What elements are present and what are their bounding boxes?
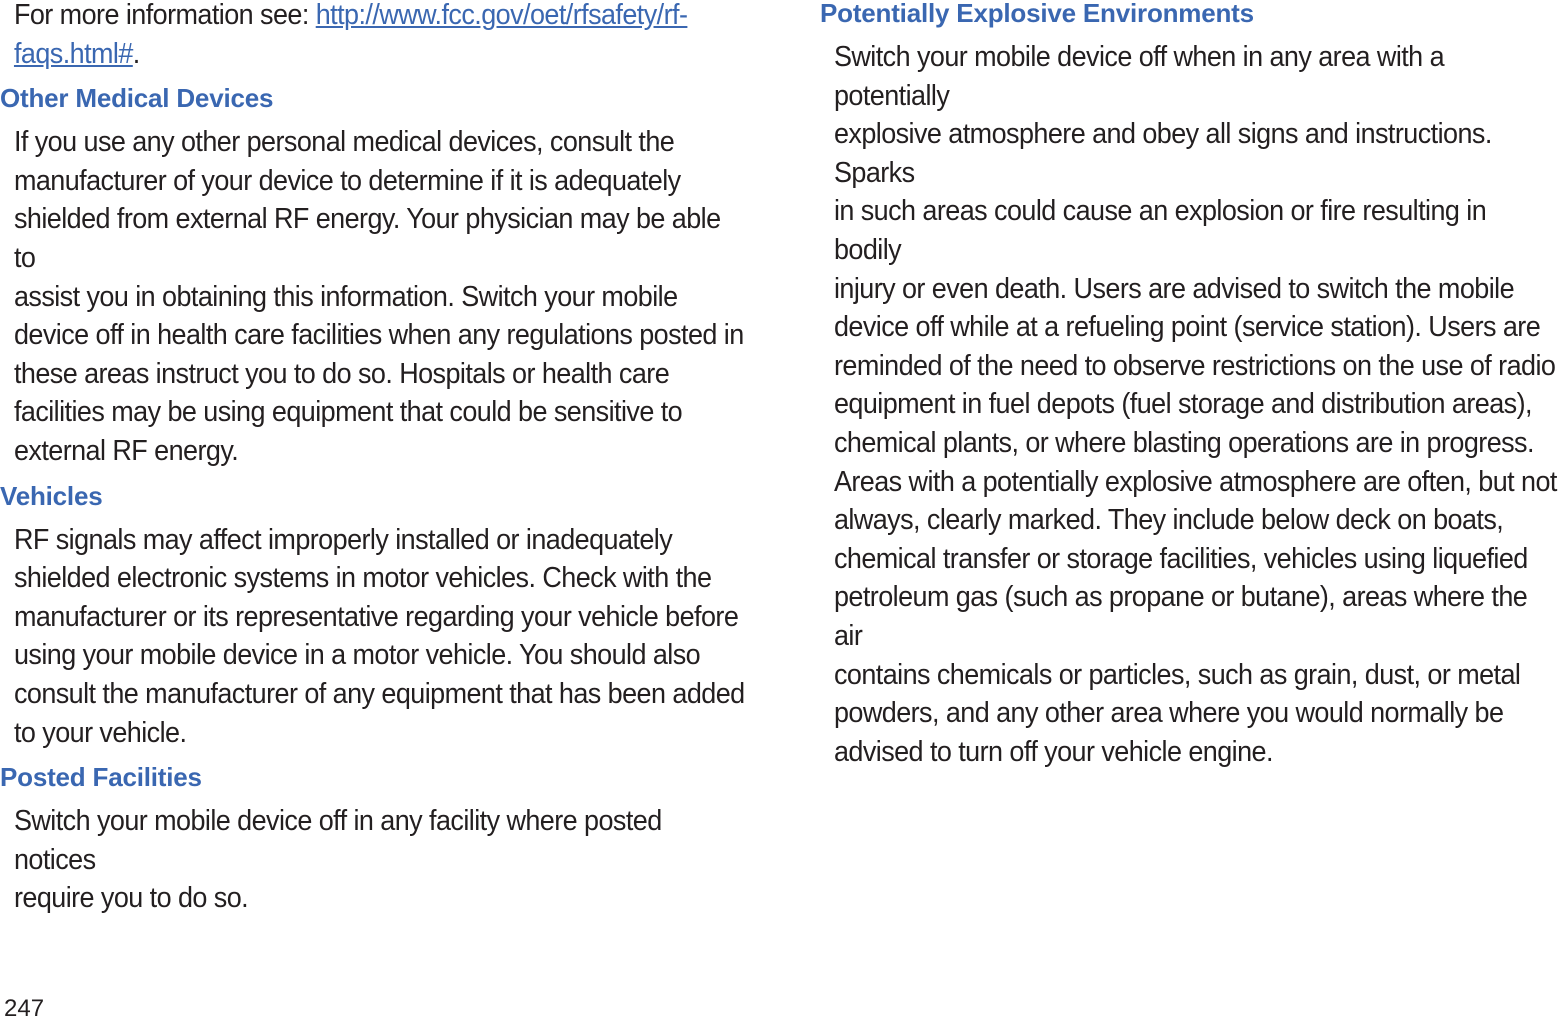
- text-line: reminded of the need to observe restrictions on the use of radio: [833, 349, 1556, 382]
- text-line: device off in health care facilities when any regulations posted in: [13, 319, 744, 352]
- heading-vehicles: Vehicles: [0, 480, 103, 511]
- text-line: assist you in obtaining this information. Switch your mobile: [13, 280, 678, 313]
- paragraph-potentially-explosive-environments: [820, 38, 1559, 771]
- text-line: Switch your mobile device off in any facility where posted notices: [13, 805, 662, 876]
- text-line: always, clearly marked. They include below deck on boats,: [833, 504, 1504, 537]
- text-line: powders, and any other area where you would normally be: [833, 697, 1504, 730]
- page-number: 247: [4, 995, 45, 1022]
- text-line: consult the manufacturer of any equipment that has been added: [13, 677, 745, 710]
- text-line: advised to turn off your vehicle engine.: [833, 735, 1273, 768]
- text-line: injury or even death. Users are advised to switch the mobile: [833, 272, 1515, 305]
- text-line: chemical plants, or where blasting operations are in progress.: [833, 426, 1534, 459]
- text-line: shielded from external RF energy. Your physician may be able to: [13, 203, 721, 274]
- intro-line-1: [14, 0, 749, 35]
- text-line: to your vehicle.: [13, 716, 187, 749]
- right-column: [820, 0, 1560, 771]
- text-line: explosive atmosphere and obey all signs and instructions. Sparks: [833, 118, 1492, 189]
- heading-potentially-explosive-environments: Potentially Explosive Environments: [820, 0, 1254, 28]
- text-line: manufacturer of your device to determine if it is adequately: [13, 164, 681, 197]
- text-line: equipment in fuel depots (fuel storage and distribution areas),: [833, 388, 1532, 421]
- text-line: RF signals may affect improperly installed or inadequately: [13, 523, 673, 556]
- paragraph-posted-facilities: [0, 802, 749, 918]
- heading-other-medical-devices: Other Medical Devices: [0, 83, 274, 114]
- left-column: [0, 0, 760, 918]
- text-line: require you to do so.: [13, 882, 249, 915]
- heading-posted-facilities: Posted Facilities: [0, 762, 202, 793]
- text-line: manufacturer or its representative regarding your vehicle before: [13, 600, 739, 633]
- paragraph-other-medical-devices: [0, 123, 749, 470]
- fcc-link-part-2[interactable]: faqs.html#: [13, 37, 133, 70]
- text-line: in such areas could cause an explosion or fire resulting in bodily: [833, 195, 1487, 266]
- text-line: using your mobile device in a motor vehicle. You should also: [13, 639, 701, 672]
- text-line: If you use any other personal medical devices, consult the: [13, 126, 675, 159]
- intro-prefix: For more information see:: [13, 0, 316, 31]
- text-line: petroleum gas (such as propane or butane), areas where the air: [833, 581, 1528, 652]
- text-line: chemical transfer or storage facilities, vehicles using liquefied: [833, 542, 1528, 575]
- intro-paragraph: [0, 0, 749, 73]
- text-line: these areas instruct you to do so. Hospitals or health care: [13, 357, 670, 390]
- text-line: contains chemicals or particles, such as grain, dust, or metal: [833, 658, 1521, 691]
- text-line: Areas with a potentially explosive atmosphere are often, but not: [833, 465, 1557, 498]
- text-line: device off while at a refueling point (service station). Users are: [833, 311, 1541, 344]
- text-line: shielded electronic systems in motor vehicles. Check with the: [13, 562, 712, 595]
- paragraph-vehicles: [0, 521, 749, 753]
- fcc-link-part-1[interactable]: http://www.fcc.gov/oet/rfsafety/rf-: [315, 0, 688, 31]
- intro-suffix: .: [132, 37, 140, 70]
- text-line: Switch your mobile device off when in any area with a potentially: [833, 41, 1445, 112]
- text-line: facilities may be using equipment that could be sensitive to: [13, 396, 683, 429]
- text-line: external RF energy.: [13, 434, 239, 467]
- intro-line-2: [14, 35, 749, 74]
